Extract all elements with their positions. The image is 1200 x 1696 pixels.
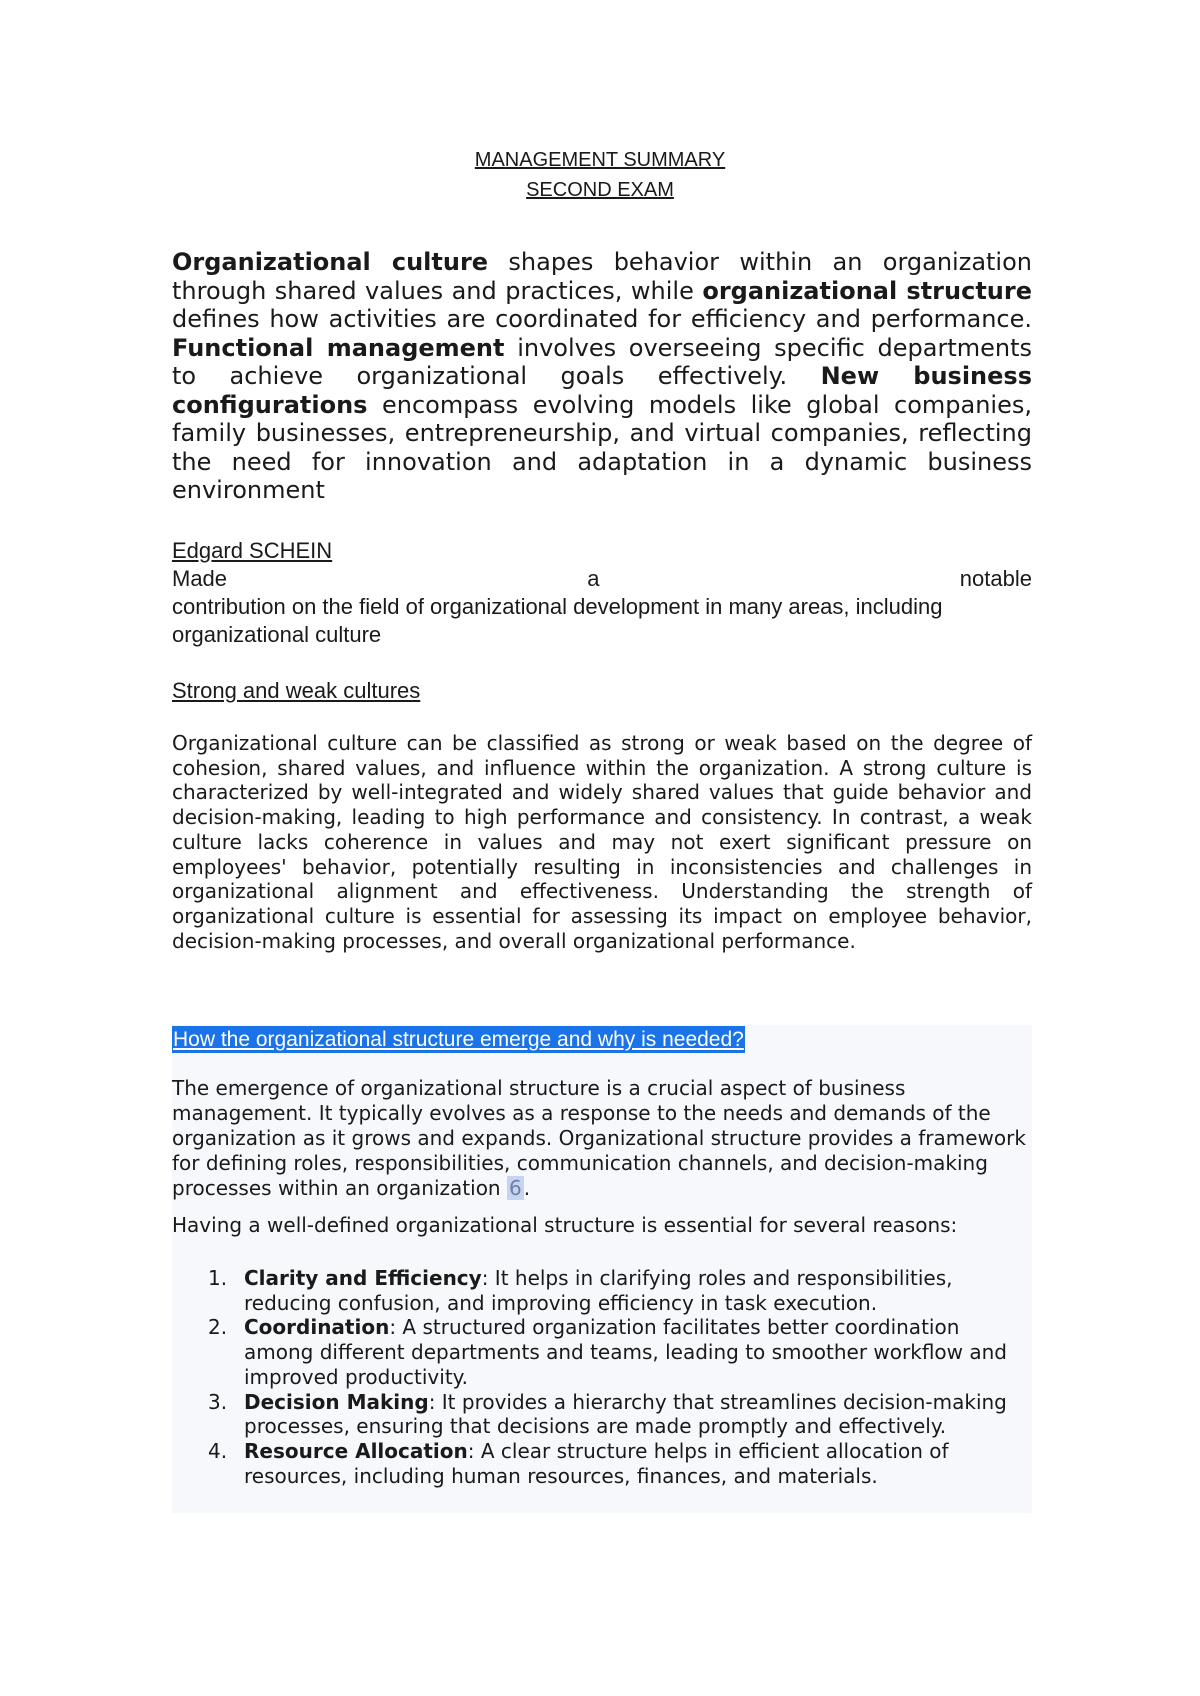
document-subtitle: SECOND EXAM [526,179,674,201]
list-item: 4. Resource Allocation: A clear structure helps in efficient allocation of resources, including human resources, finances, and materials. [208,1438,949,1488]
structure-question-heading[interactable]: How the organizational structure emerge and why is needed? [173,1028,744,1051]
list-item: 2. Coordination: A structured organization facilitates better coordination among different departments and teams, leading to smoother workflow and improved productivity. [208,1315,1007,1389]
term-new-business-configurations: New business configurations [172,362,1032,419]
strong-weak-paragraph: Organizational culture can be classified as strong or weak based on the degree of cohesion, shared values, and influence within the organization. A strong culture is characterized by well-integrated and widely shared values that guide behavior and decision-making, leading to high performance and consistency. In contrast, a weak culture lacks coherence in values and may not exert significant pressure on employees' behavior, potentially resulting in inconsistencies and challenges in organizational alignment and effectiveness. Understanding the strength of organizational culture is essential for assessing its impact on employee behavior, decision-making processes, and overall organizational performance. [172,731,1032,953]
structure-paragraph: The emergence of organizational structure is a crucial aspect of business management. It typically evolves as a response to the needs and demands of the organization as it grows and expands. Organizational structure provides a framework for defining roles, responsibilities, communication channels, and decision-making processes within an organization 6 . [172,1076,1026,1200]
schein-first-line: Made a notable [172,566,1032,591]
strong-weak-heading: Strong and weak cultures [172,678,421,703]
list-item: 3. Decision Making: It provides a hierarchy that streamlines decision-making processes, ensuring that decisions are made promptly and effectively. [208,1389,1007,1439]
term-organizational-culture: Organizational culture [172,248,489,276]
schein-paragraph: Made a notable contribution on the field of organizational development in many areas, including organizational culture [172,566,1032,647]
term-functional-management: Functional management [172,333,505,362]
term-organizational-structure: organizational structure [702,276,1032,305]
reasons-list [208,1266,1032,1488]
reasons-lead: Having a well-defined organizational structure is essential for several reasons: [172,1213,958,1237]
intro-paragraph: Organizational culture shapes behavior within an organization through shared values and practices, while organizational structure defines how activities are coordinated for efficiency and performance. Functional management involves overseeing specific departments to achieve organizational goals effectively. New business configurations encompass evolving models like global companies, family businesses, entrepreneurship, and virtual companies, reflecting the need for innovation and adaptation in a dynamic business environment [172,248,1032,504]
citation-marker[interactable]: 6 [508,1176,522,1200]
schein-heading: Edgard SCHEIN [172,538,333,563]
list-item: 1. Clarity and Efficiency: It helps in clarifying roles and responsibilities, reducing confusion, and improving efficiency in task execution. [208,1266,953,1315]
document-title: MANAGEMENT SUMMARY [474,149,726,171]
